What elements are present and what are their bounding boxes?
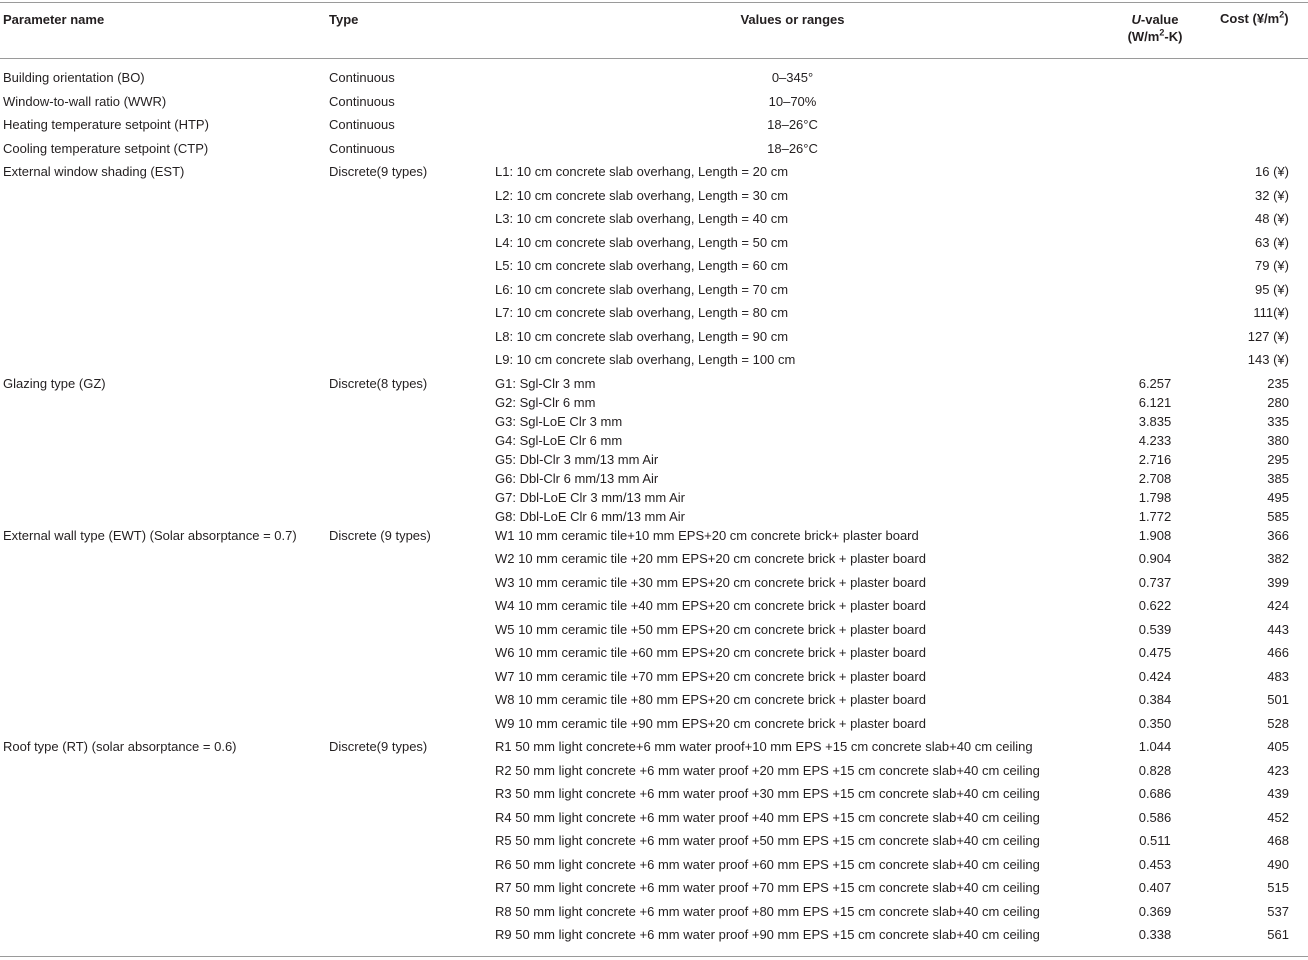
- cost-value: 111(¥): [1253, 305, 1289, 320]
- cost-value: 380: [1267, 432, 1289, 448]
- value-option: L9: 10 cm concrete slab overhang, Length = 100 cm: [495, 352, 796, 367]
- value-option: W1 10 mm ceramic tile+10 mm EPS+20 cm concrete brick+ plaster board: [495, 527, 919, 543]
- cost-value: 585: [1267, 508, 1289, 524]
- parameter-type: Continuous: [329, 93, 395, 109]
- value-option: G5: Dbl-Clr 3 mm/13 mm Air: [495, 451, 659, 467]
- value-option: G2: Sgl-Clr 6 mm: [495, 394, 596, 410]
- value-option: L3: 10 cm concrete slab overhang, Length = 40 cm: [495, 211, 789, 226]
- value-option: L1: 10 cm concrete slab overhang, Length = 20 cm: [495, 164, 789, 179]
- cost-value: 466: [1267, 645, 1289, 660]
- value-option: R8 50 mm light concrete +6 mm water proof +80 mm EPS +15 cm concrete slab+40 cm ceiling: [495, 903, 1040, 919]
- parameter-type: Discrete(9 types): [329, 739, 428, 754]
- u-value: 2.708: [1138, 470, 1172, 486]
- value-option: R1 50 mm light concrete+6 mm water proof+10 mm EPS +15 cm concrete slab+40 cm ceiling: [495, 739, 1033, 754]
- u-value: 0.338: [1138, 927, 1172, 942]
- value-option: R4 50 mm light concrete +6 mm water proof +40 mm EPS +15 cm concrete slab+40 cm ceiling: [495, 809, 1040, 825]
- parameter-type: Discrete(8 types): [329, 375, 428, 391]
- cost-value: 48 (¥): [1255, 211, 1289, 226]
- u-value: 0.622: [1138, 598, 1172, 613]
- header-type: Type: [329, 12, 359, 27]
- u-value: 0.384: [1138, 692, 1172, 707]
- bottom-rule: [0, 956, 1308, 957]
- value-option: G4: Sgl-LoE Clr 6 mm: [495, 432, 623, 448]
- cost-value: 399: [1267, 574, 1289, 590]
- cost-value: 443: [1267, 621, 1289, 637]
- cost-value: 32 (¥): [1255, 187, 1289, 203]
- u-value: 0.407: [1138, 880, 1172, 895]
- value-option: G8: Dbl-LoE Clr 6 mm/13 mm Air: [495, 508, 685, 524]
- value-option: G3: Sgl-LoE Clr 3 mm: [495, 413, 623, 429]
- parameter-name: Roof type (RT) (solar absorptance = 0.6): [3, 739, 237, 754]
- value-option: W2 10 mm ceramic tile +20 mm EPS+20 cm concrete brick + plaster board: [495, 551, 926, 566]
- cost-value: 335: [1267, 413, 1289, 429]
- value-option: R2 50 mm light concrete +6 mm water proof +20 mm EPS +15 cm concrete slab+40 cm ceiling: [495, 762, 1040, 778]
- value-range: 18–26°C: [767, 117, 818, 132]
- cost-value: 366: [1267, 527, 1289, 543]
- cost-value: 235: [1267, 375, 1289, 391]
- u-value: 0.737: [1138, 574, 1172, 590]
- parameter-name: External window shading (EST): [3, 164, 185, 179]
- cost-value: 495: [1267, 489, 1289, 505]
- value-option: R3 50 mm light concrete +6 mm water proof +30 mm EPS +15 cm concrete slab+40 cm ceiling: [495, 786, 1040, 801]
- parameter-type: Discrete(9 types): [329, 164, 428, 179]
- u-value: 0.904: [1138, 551, 1172, 566]
- value-range: 18–26°C: [767, 140, 818, 156]
- header-cost-pre: Cost (¥/m: [1220, 11, 1280, 26]
- u-value: 0.686: [1138, 786, 1172, 801]
- cost-value: 468: [1267, 833, 1289, 848]
- cost-value: 143 (¥): [1247, 352, 1289, 367]
- header-cost: [1220, 11, 1308, 26]
- value-option: W7 10 mm ceramic tile +70 mm EPS+20 cm concrete brick + plaster board: [495, 668, 926, 684]
- parameter-type: Continuous: [329, 117, 395, 132]
- header-u-unit-pre: (W/m: [1127, 29, 1160, 44]
- value-range: 0–345°: [771, 70, 814, 85]
- value-option: L4: 10 cm concrete slab overhang, Length = 50 cm: [495, 234, 789, 250]
- value-option: W9 10 mm ceramic tile +90 mm EPS+20 cm concrete brick + plaster board: [495, 715, 926, 731]
- top-rule: [0, 2, 1308, 3]
- u-value: 0.369: [1138, 903, 1172, 919]
- u-value: 0.539: [1138, 621, 1172, 637]
- u-value: 2.716: [1138, 451, 1172, 467]
- header-parameter-name: Parameter name: [3, 12, 105, 27]
- cost-value: 385: [1267, 470, 1289, 486]
- value-option: L7: 10 cm concrete slab overhang, Length = 80 cm: [495, 305, 789, 320]
- cost-value: 528: [1267, 715, 1289, 731]
- u-value: 0.453: [1138, 856, 1172, 872]
- cost-value: 490: [1267, 856, 1289, 872]
- parameter-type: Discrete (9 types): [329, 527, 431, 543]
- cost-value: 537: [1267, 903, 1289, 919]
- value-option: G7: Dbl-LoE Clr 3 mm/13 mm Air: [495, 489, 685, 505]
- u-value: 4.233: [1138, 432, 1172, 448]
- cost-value: 295: [1267, 451, 1289, 467]
- header-u-italic: U: [1131, 12, 1141, 27]
- value-option: R6 50 mm light concrete +6 mm water proof +60 mm EPS +15 cm concrete slab+40 cm ceiling: [495, 856, 1040, 872]
- value-option: R7 50 mm light concrete +6 mm water proof +70 mm EPS +15 cm concrete slab+40 cm ceiling: [495, 880, 1040, 895]
- parameter-name: Glazing type (GZ): [3, 375, 106, 391]
- u-value: 6.257: [1138, 375, 1172, 391]
- value-option: W8 10 mm ceramic tile +80 mm EPS+20 cm concrete brick + plaster board: [495, 692, 926, 707]
- value-option: G1: Sgl-Clr 3 mm: [495, 375, 596, 391]
- header-cost-sup: 2: [1279, 9, 1285, 20]
- cost-value: 405: [1267, 739, 1289, 754]
- header-values: Values or ranges: [740, 12, 845, 27]
- header-cost-post: ): [1284, 11, 1289, 26]
- header-u-unit-sup: 2: [1159, 27, 1165, 38]
- value-option: W6 10 mm ceramic tile +60 mm EPS+20 cm concrete brick + plaster board: [495, 645, 926, 660]
- value-option: W3 10 mm ceramic tile +30 mm EPS+20 cm concrete brick + plaster board: [495, 574, 926, 590]
- cost-value: 423: [1267, 762, 1289, 778]
- u-value: 0.475: [1138, 645, 1172, 660]
- cost-value: 280: [1267, 394, 1289, 410]
- u-value: 1.772: [1138, 508, 1172, 524]
- cost-value: 452: [1267, 809, 1289, 825]
- cost-value: 382: [1267, 551, 1289, 566]
- header-u-rest: -value: [1140, 12, 1179, 27]
- parameter-name: Cooling temperature setpoint (CTP): [3, 140, 209, 156]
- cost-value: 16 (¥): [1255, 164, 1289, 179]
- u-value: 6.121: [1138, 394, 1172, 410]
- u-value: 0.511: [1139, 833, 1171, 848]
- cost-value: 483: [1267, 668, 1289, 684]
- parameter-type: Continuous: [329, 70, 395, 85]
- u-value: 0.424: [1138, 668, 1172, 684]
- header-rule: [0, 58, 1308, 59]
- u-value: 0.586: [1138, 809, 1172, 825]
- header-u-value: [1105, 11, 1205, 45]
- cost-value: 127 (¥): [1247, 328, 1289, 344]
- value-option: W4 10 mm ceramic tile +40 mm EPS+20 cm concrete brick + plaster board: [495, 598, 926, 613]
- cost-value: 515: [1267, 880, 1289, 895]
- value-option: R5 50 mm light concrete +6 mm water proof +50 mm EPS +15 cm concrete slab+40 cm ceiling: [495, 833, 1040, 848]
- u-value: 3.835: [1138, 413, 1172, 429]
- u-value: 1.044: [1138, 739, 1172, 754]
- header-u-unit-post: -K): [1164, 29, 1183, 44]
- parameter-name: External wall type (EWT) (Solar absorptance = 0.7): [3, 527, 297, 543]
- cost-value: 561: [1267, 927, 1289, 942]
- u-value: 1.798: [1138, 489, 1172, 505]
- value-range: 10–70%: [768, 93, 817, 109]
- parameter-name: Building orientation (BO): [3, 70, 145, 85]
- cost-value: 424: [1267, 598, 1289, 613]
- cost-value: 63 (¥): [1255, 234, 1289, 250]
- cost-value: 95 (¥): [1255, 281, 1289, 297]
- cost-value: 79 (¥): [1255, 258, 1289, 273]
- value-option: L8: 10 cm concrete slab overhang, Length = 90 cm: [495, 328, 789, 344]
- cost-value: 439: [1267, 786, 1289, 801]
- u-value: 0.350: [1138, 715, 1172, 731]
- u-value: 1.908: [1138, 527, 1172, 543]
- parameter-type: Continuous: [329, 140, 395, 156]
- parameter-name: Heating temperature setpoint (HTP): [3, 117, 209, 132]
- value-option: L2: 10 cm concrete slab overhang, Length = 30 cm: [495, 187, 789, 203]
- parameter-name: Window-to-wall ratio (WWR): [3, 93, 167, 109]
- u-value: 0.828: [1138, 762, 1172, 778]
- value-option: R9 50 mm light concrete +6 mm water proof +90 mm EPS +15 cm concrete slab+40 cm ceiling: [495, 927, 1040, 942]
- value-option: G6: Dbl-Clr 6 mm/13 mm Air: [495, 470, 659, 486]
- value-option: L5: 10 cm concrete slab overhang, Length = 60 cm: [495, 258, 789, 273]
- value-option: L6: 10 cm concrete slab overhang, Length = 70 cm: [495, 281, 789, 297]
- value-option: W5 10 mm ceramic tile +50 mm EPS+20 cm concrete brick + plaster board: [495, 621, 926, 637]
- cost-value: 501: [1267, 692, 1289, 707]
